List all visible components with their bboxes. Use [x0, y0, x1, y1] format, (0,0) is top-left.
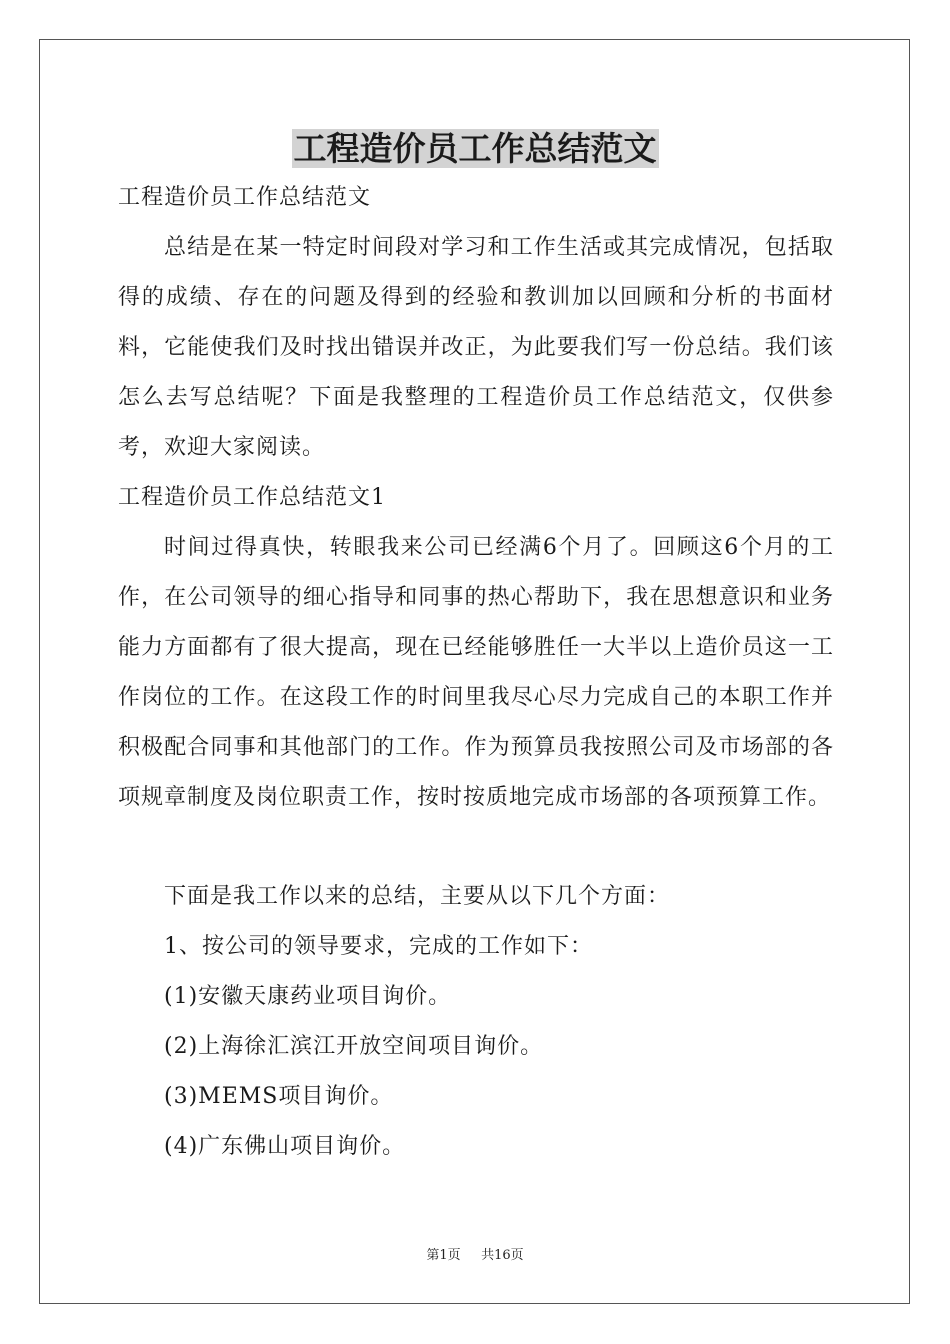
section-paragraph: 时间过得真快，转眼我来公司已经满6个月了。回顾这6个月的工作，在公司领导的细心指导和同事的热心帮助下，我在思想意识和业务能力方面都有了很大提高，现在已经能够胜任一大半以上造价员这一工作岗位的工作。在这段工作的时间里我尽心尽力完成自己的本职工作并积极配合同事和其他部门的工作。作为预算员我按照公司及市场部的各项规章制度及岗位职责工作，按时按质地完成市场部的各项预算工作。: [118, 535, 834, 810]
page-number: 第1页: [426, 1248, 461, 1263]
intro-paragraph: 总结是在某一特定时间段对学习和工作生活或其完成情况，包括取得的成绩、存在的问题及得到的经验和教训加以回顾和分析的书面材料，它能使我们及时找出错误并改正，为此要我们写一份总结。我们该怎么去写总结呢？下面是我整理的工程造价员工作总结范文，仅供参考，欢迎大家阅读。: [118, 235, 834, 460]
item-heading: 1、按公司的领导要求，完成的工作如下：: [164, 934, 593, 959]
document-subtitle: 工程造价员工作总结范文: [118, 185, 372, 210]
page-footer: [0, 1246, 950, 1266]
list-item: (1)安徽天康药业项目询价。: [164, 984, 452, 1009]
list-item: (2)上海徐汇滨江开放空间项目询价。: [164, 1034, 544, 1059]
page-total: 共16页: [481, 1248, 524, 1263]
document-title-text: 工程造价员工作总结范文: [293, 129, 657, 168]
list-item: (4)广东佛山项目询价。: [164, 1134, 406, 1159]
document-title: [0, 124, 950, 174]
section-heading: 工程造价员工作总结范文1: [118, 485, 386, 510]
list-item: (3)MEMS项目询价。: [164, 1084, 394, 1109]
summary-intro: 下面是我工作以来的总结，主要从以下几个方面：: [164, 884, 671, 909]
